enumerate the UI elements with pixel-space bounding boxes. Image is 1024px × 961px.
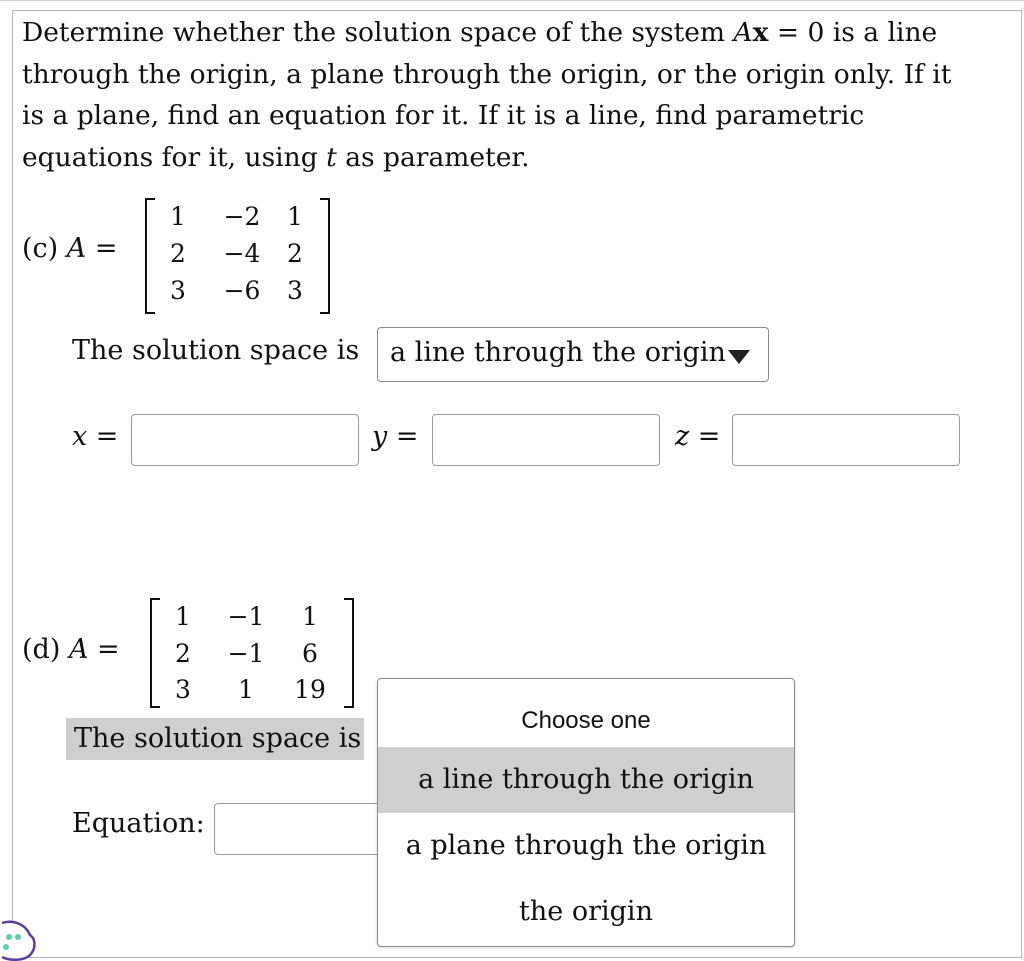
matrix-d-left-bracket (150, 598, 160, 708)
matrix-c-cell: 1 (287, 202, 303, 231)
x-label: x = (72, 421, 119, 452)
top-rule (0, 0, 1024, 1)
matrix-c-cell: 1 (170, 202, 186, 231)
part-c-solution-select[interactable] (377, 327, 769, 382)
part-d-solution-label: The solution space is (66, 718, 364, 760)
matrix-d-cell: 1 (238, 675, 254, 704)
matrix-c-cell: 2 (170, 239, 186, 268)
matrix-c-cell: 3 (287, 276, 303, 305)
matrix-d-cell: 1 (175, 602, 191, 631)
option-line[interactable]: a line through the origin (378, 747, 794, 813)
matrix-d-cell: 2 (175, 639, 191, 668)
matrix-c-cell: 2 (287, 239, 303, 268)
matrix-d-cell: 3 (175, 675, 191, 704)
option-origin[interactable]: the origin (519, 896, 653, 927)
matrix-d-cell: −1 (227, 602, 265, 631)
option-plane[interactable]: a plane through the origin (405, 830, 767, 861)
solution-dropdown-menu[interactable] (377, 678, 795, 947)
z-input[interactable] (732, 414, 960, 466)
helper-logo-icon (0, 915, 40, 961)
part-c-label: (c) A = (22, 233, 118, 264)
matrix-d-cell: 1 (302, 602, 318, 631)
matrix-c-right-bracket (320, 198, 330, 314)
matrix-c-cell: 3 (170, 276, 186, 305)
part-d-label: (d) A = (22, 634, 120, 665)
z-label: z = (675, 421, 721, 452)
matrix-d-cell: 6 (302, 639, 318, 668)
matrix-c-left-bracket (145, 198, 155, 314)
y-input[interactable] (432, 414, 660, 466)
matrix-d-cell: 19 (294, 675, 326, 704)
part-c-solution-label: The solution space is (72, 335, 360, 366)
matrix-d-cell: −1 (227, 639, 265, 668)
part-c-selected-value: a line through the origin (390, 337, 726, 368)
matrix-c-cell: −6 (223, 276, 261, 305)
equation-label: Equation: (72, 808, 205, 839)
matrix-c-cell: −2 (223, 202, 261, 231)
matrix-d-right-bracket (344, 598, 354, 708)
matrix-c-cell: −4 (223, 239, 261, 268)
problem-statement: Determine whether the solution space of the system Ax = 0 is a line through the origin, a plane through the origin, or the origin only. If it is a plane, find an equation for it. If it is a line, find parametric equations for it, using t as parameter. (22, 17, 952, 173)
x-input[interactable] (131, 414, 359, 466)
dropdown-header: Choose one (521, 707, 651, 734)
y-label: y = (372, 421, 419, 452)
dropdown-arrow-icon (728, 350, 750, 364)
